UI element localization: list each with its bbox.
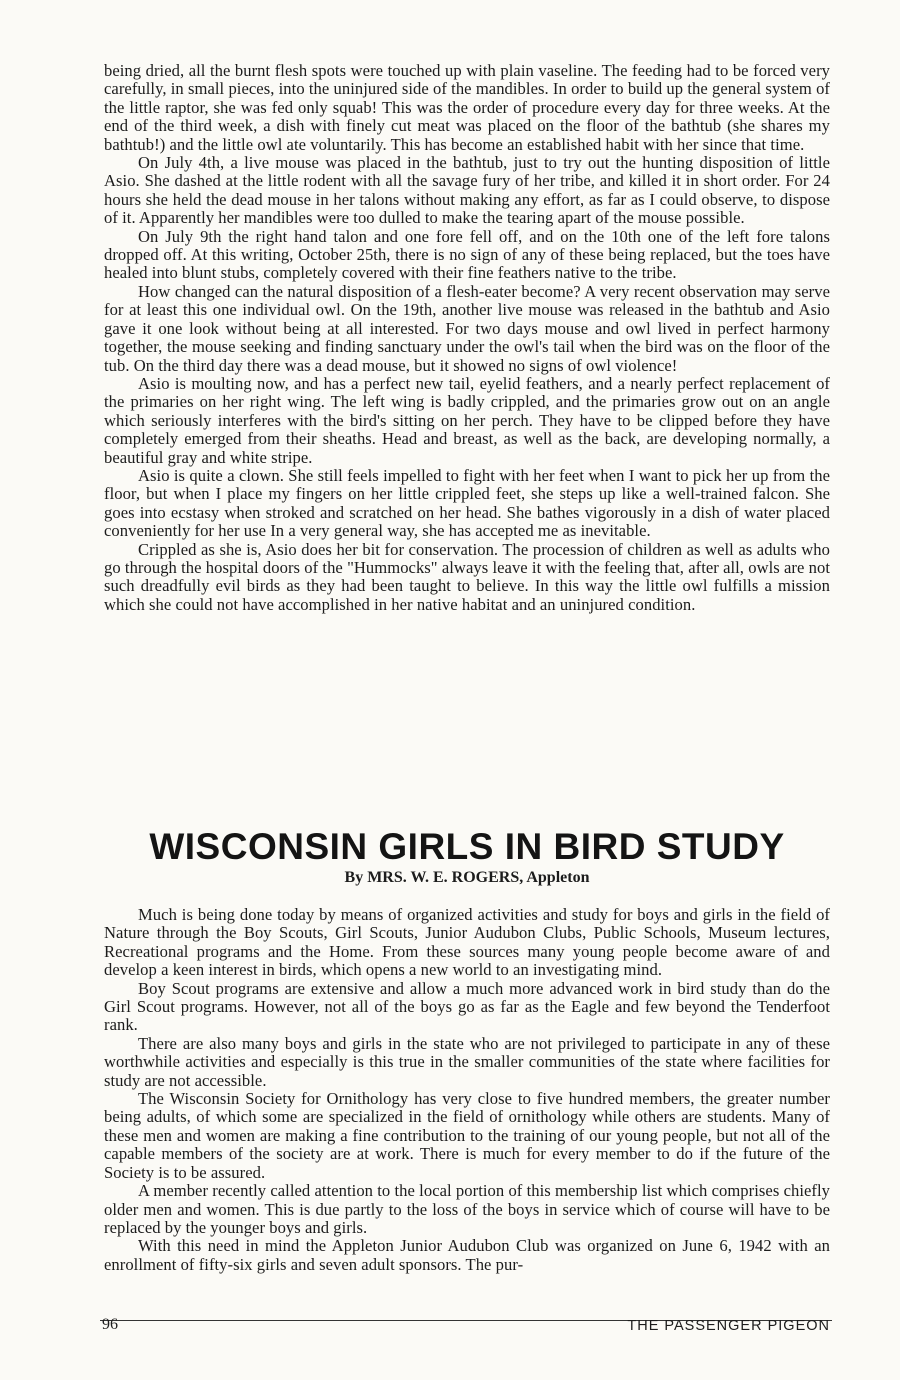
body-paragraph: A member recently called attention to the local portion of this membership list which comprises chiefly older men and women. This is due partly to the loss of the boys in service which of course will have to be replaced by the younger boys and girls. — [104, 1181, 830, 1237]
body-paragraph: There are also many boys and girls in the state who are not privileged to participate in any of these worthwhile activities and especially is this true in the smaller communities of the state where facilities for study are not accessible. — [104, 1033, 830, 1090]
body-paragraph: On July 4th, a live mouse was placed in the bathtub, just to try out the hunting disposition of little Asio. She dashed at the little rodent with all the savage fury of her tribe, and killed it in short order. For 24 hours she held the dead mouse in her talons without making any effort, as far as I could observe, to dispose of it. Apparently her mandibles were too dulled to make the tearing apart of the mouse possible. — [104, 153, 830, 228]
article-continuation — [104, 62, 830, 614]
body-paragraph: With this need in mind the Appleton Junior Audubon Club was organized on June 6, 1942 with an enrollment of fifty-six girls and seven adult sponsors. The pur- — [104, 1236, 830, 1274]
body-paragraph: On July 9th the right hand talon and one fore fell off, and on the 10th one of the left fore talons dropped off. At this writing, October 25th, there is no sign of any of these being replaced, but the toes have healed into blunt stubs, completely covered with their fine feathers native to the tribe. — [104, 226, 830, 283]
body-paragraph: Much is being done today by means of organized activities and study for boys and girls in the field of Nature through the Boy Scouts, Girl Scouts, Junior Audubon Clubs, Public Schools, Museum lectures, Recreational programs and the Home. From these sources many young people become aware of and develop a keen interest in birds, which opens a new world to an investigating mind. — [104, 905, 830, 980]
body-paragraph: Asio is quite a clown. She still feels impelled to fight with her feet when I want to pick her up from the floor, but when I place my fingers on her little crippled feet, she steps up like a well-trained falcon. She goes into ecstasy when stroked and scratched on her head. She bathes vigorously in a dish of water placed conveniently for her use In a very general way, she has accepted me as inevitable. — [104, 465, 830, 541]
article-byline: By MRS. W. E. ROGERS, Appleton — [344, 869, 590, 886]
body-paragraph: Asio is moulting now, and has a perfect new tail, eyelid feathers, and a nearly perfect replacement of the primaries on her right wing. The left wing is badly crippled, and the primaries grow out on an angle which seriously interferes with the bird's sitting on her perch. They have to be clipped before they have completely emerged from their sheaths. Head and breast, as well as the back, are developing normally, a beautiful gray and white stripe. — [104, 373, 830, 467]
body-paragraph: The Wisconsin Society for Ornithology has very close to five hundred members, the greater number being adults, of which some are specialized in the field of ornithology while others are students. Many of these men and women are making a fine contribution to the training of our young people, but not all of the capable members of the society are at work. There is much for every member to do if the future of the Society is to be assured. — [104, 1089, 830, 1182]
article-body — [104, 906, 830, 1274]
journal-name: THE PASSENGER PIGEON — [627, 1318, 830, 1334]
body-paragraph: How changed can the natural disposition of a flesh-eater become? A very recent observation may serve for at least this one individual owl. On the 19th, another live mouse was released in the bathtub and Asio gave it one look without being at all interested. For two days mouse and owl lived in perfect harmony together, the mouse seeking and finding sanctuary under the owl's tail when the bird was on the floor of the tub. On the third day there was a dead mouse, but it showed no signs of owl violence! — [104, 281, 830, 375]
body-paragraph: being dried, all the burnt flesh spots were touched up with plain vaseline. The feeding had to be forced very carefully, in small pieces, into the uninjured side of the mandibles. In order to build up the general system of the little raptor, she was fed only squab! This was the order of procedure every day for three weeks. At the end of the third week, a dish with finely cut meat was placed on the floor of the bathtub (she shares my bathtub!) and the little owl ate voluntarily. This has become an established habit with her since that time. — [104, 61, 830, 154]
body-paragraph: Crippled as she is, Asio does her bit for conservation. The procession of children as well as adults who go through the hospital doors of the "Hummocks" always leave it with the feeling that, after all, owls are not such dreadfully evil birds as they had been taught to believe. In this way the little owl fulfills a mission which she could not have accomplished in her native habitat and an uninjured condition. — [104, 539, 830, 614]
page-number: 96 — [102, 1316, 118, 1333]
article-title: WISCONSIN GIRLS IN BIRD STUDY — [149, 826, 785, 867]
body-paragraph: Boy Scout programs are extensive and allow a much more advanced work in bird study than do the Girl Scout programs. However, not all of the boys go as far as the Eagle and few beyond the Tenderfoot rank. — [104, 978, 830, 1035]
